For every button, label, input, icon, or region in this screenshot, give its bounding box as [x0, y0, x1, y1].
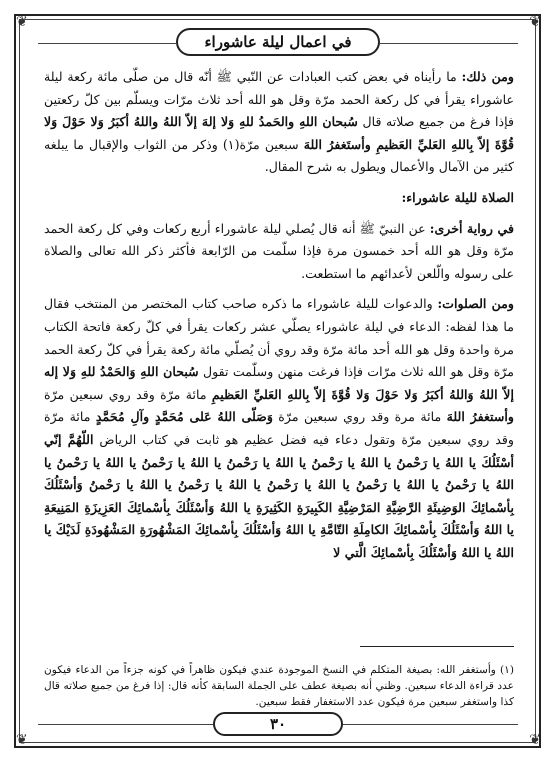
- para2-lead: في رواية أخرى:: [429, 220, 514, 236]
- header-title: في اعمال ليلة عاشوراء: [204, 33, 352, 51]
- para3-tasbih: سُبحان اللهِ وَالحَمْدُ للهِ وَلا إله إلاّ اللهُ وَاللهُ أكبَرُ وَلا حَوْلَ وَلا قُوَّةَ إلاّ بِاللهِ العَليِّ العَظيمِ: [44, 364, 514, 402]
- paragraph-1: [44, 66, 514, 179]
- section-heading: الصلاة لليلة عاشوراء:: [401, 189, 514, 205]
- footnote: (١) وأستغفر الله: بصيغة المتكلم في النسخ الموجودة عندي فيكون ظاهراً في كونه جزءاً من الدعاء فيكون عدد قراءة الدعاء سبعين. وظني أنه بصيغة عطف على الجملة السابقة كأنه قال: إذا فرغ من جميع صلاته قال كذا واستغفر سبعين مرة فيكون عدد الاستغفار فقط سبعين.: [44, 663, 514, 708]
- para1-lead: ومن ذلك:: [461, 69, 514, 84]
- footer-rule-right: [343, 724, 518, 725]
- footer-rule-left: [38, 724, 213, 725]
- corner-ornament-icon: ❦: [16, 14, 28, 30]
- para1-tail: سبعين مرّة(١) وذكر من الثواب والإقبال ما يبلغه كثير من الآمال والأعمال ويطول به شرح المقال.: [44, 136, 514, 175]
- paragraph-2: [44, 218, 514, 286]
- page-number: ٣٠: [269, 715, 287, 733]
- corner-ornament-icon: ❦: [529, 14, 541, 30]
- para2-text: عن النبيّ ﷺ أنه قال يُصلي ليلة عاشوراء أربع ركعات وفي كل ركعة الحمد مرّة وقل هو الله أحد خمسون مرة فإذا سلّمت من الرّابعة فأكثر ذكر الله تعالى والصلاة على رسوله والّلعن لأعدائهم ما استطعت.: [44, 220, 514, 281]
- corner-ornament-icon: ❦: [529, 732, 541, 748]
- running-header: [176, 28, 380, 56]
- footnote-rule: [360, 646, 514, 647]
- paragraph-3: [44, 293, 514, 564]
- para3-supplication: اللّهُمَّ إنّي أسْئَلُكَ يا اللهُ يا رَحْمنُ يا اللهُ يا رَحْمنُ يا اللهُ يا رَحْمنُ يا اللهُ يا رَحْمنُ يا اللهُ يا رَحْمنُ يا اللهُ يا رَحْمنُ يا اللهُ يا رَحْمنُ يا اللهُ يا رَحْمنُ يا اللهُ يا رَحْمنُ يا اللهُ يا رَحْمنُ وَأسْئَلُكَ بِأسْمائِكَ الوَضِيئَةِ الرَّضِيَّةِ المَرْضِيَّةِ الكَبِيرَةِ الكَثِيرَةِ يا اللهُ وَأسْئَلُكَ بِأسْمائِكَ العَزِيزَةِ المَنِيعَةِ يا اللهُ وَأسْئَلُكَ بِأسْمائِكَ الكامِلَةِ التّامَّةِ يا اللهُ وَأسْئَلُكَ بِأسْمائِكَ المَشْهُورَةِ المَشْهُودَةِ لَدَيْكَ يا اللهُ يا اللهُ وَأسْئَلُكَ بِأسْمائِكَ الَّتي لا: [44, 431, 514, 560]
- para3-count-3: مائة مرّة وقد روي سبعين مرّة وتقول دعاء فيه فضل عظيم هو ثابت في كتاب الرياض: [44, 409, 514, 447]
- para3-salawat: وَصَلّى اللهُ عَلى مُحَمَّدٍ وآلِ مُحَمَّدٍ: [95, 409, 273, 425]
- para3-count-1: مائة مرّة وقد روي سبعين مرّة: [44, 386, 207, 402]
- corner-ornament-icon: ❦: [16, 732, 28, 748]
- header-rule-left: [38, 43, 176, 44]
- para1-invocation: سُبحان اللهِ والحَمدُ للهِ وَلا إلهَ إلاّ اللهُ واللهُ أكبَرُ وَلا حَوْلَ وَلا قُوَّةَ إلاّ بِاللهِ العَليِّ العَظيمِ وأستَغفرُ اللهَ: [44, 114, 514, 152]
- main-text: [44, 66, 514, 564]
- para3-lead: ومن الصلوات:: [437, 296, 514, 312]
- para3-count-2: مائة مرة وقد روي سبعين مرّة: [278, 409, 442, 425]
- header-rule-right: [380, 43, 518, 44]
- page-number-box: [213, 712, 343, 736]
- para1-text: ما رأيناه في بعض كتب العبادات عن النّبي ﷺ أنّه قال من صلّى مائة ركعة ليلة عاشوراء يقرأ في كل ركعة الحمد مرّة وقل هو الله أحد ثلاث مرّات ويسلّم بين كلّ ركعتين فإذا فرغ من جميع صلاته قال: [44, 69, 514, 130]
- para3-text: والدعوات لليلة عاشوراء ما ذكره صاحب كتاب المختصر من المنتخب فقال ما هذا لفظه: الدعاء في ليلة عاشوراء يصلّي عشر ركعات يقرأ في كلّ ركعة فاتحة الكتاب مرة واحدة وقل هو الله أحد مائة مرّة وقد روي أن يُصلّي مائة ركعة يقرأ في كلّ ركعة الحمد مرّة وقل هو الله ثلاث مرّات فإذا فرغت منهن وسلّمت تقول: [44, 296, 514, 380]
- para3-istighfar: وأستغفرُ اللهَ: [446, 409, 514, 425]
